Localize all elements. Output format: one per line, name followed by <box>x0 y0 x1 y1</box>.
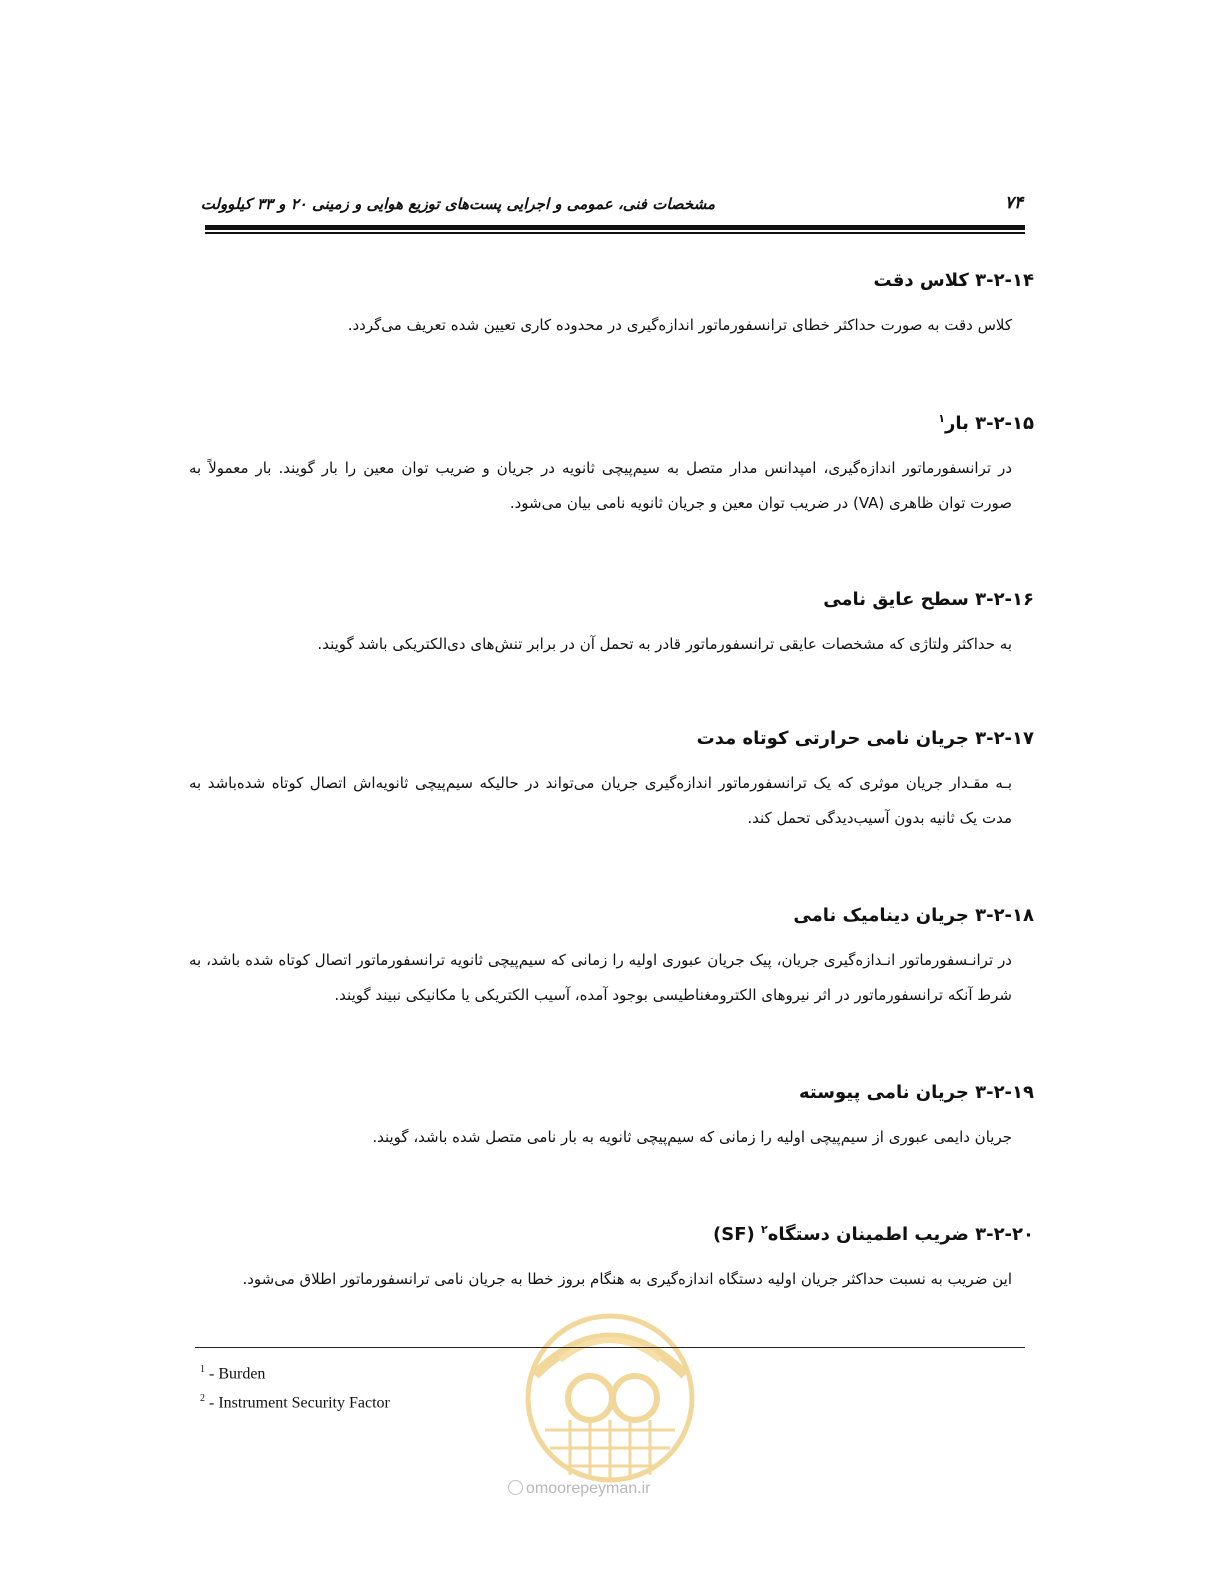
watermark-logo-icon <box>490 1280 730 1490</box>
section-body: جریان دایمی عبوری از سیم‌پیچی اولیه را زمانی که سیم‌پیچی ثانویه به بار نامی متصل شده باشد، گویند. <box>372 1128 1012 1146</box>
heading-abbreviation: (SF) <box>713 1224 755 1245</box>
footnote-mark: 2 <box>200 1393 205 1404</box>
watermark-url <box>508 1480 651 1498</box>
section-body: این ضریب به نسبت حداکثر جریان اولیه دستگاه اندازه‌گیری به هنگام بروز خطا به جریان نامی ترانسفورماتور اطلاق می‌شود. <box>242 1270 1012 1288</box>
section-heading: ۳-۲-۱۹ جریان نامی پیوسته <box>799 1082 1034 1103</box>
footnote-mark: 1 <box>200 1364 205 1375</box>
footnote-text: - Instrument Security Factor <box>205 1394 390 1412</box>
footnote-separator <box>195 1347 1025 1348</box>
footnote-2 <box>200 1393 390 1412</box>
section-3-2-15 <box>189 406 1034 521</box>
running-header-title: مشخصات فنی، عمومی و اجرایی پست‌های توزیع هوایی و زمینی ۲۰ و ۳۳ کیلوولت <box>200 195 715 213</box>
page-header <box>200 193 1025 221</box>
footnote-reference[interactable]: ۲ <box>761 1223 768 1236</box>
watermark-url-text: omoorepeyman.ir <box>526 1480 651 1497</box>
header-rule <box>205 225 1025 230</box>
section-heading: ۳-۲-۱۶ سطح عایق نامی <box>823 589 1034 610</box>
section-3-2-18 <box>189 903 1034 1013</box>
section-heading: ۳-۲-۱۴ کلاس دقت <box>873 270 1034 291</box>
footnote-reference[interactable]: ۱ <box>938 412 945 425</box>
section-3-2-19 <box>199 1080 1034 1155</box>
section-body: در ترانـسفورماتور انـدازه‌گیری جریان، پیک جریان عبوری اولیه را زمانی که سیم‌پیچی ثانویه ترانسفورماتور اتصال کوتاه شده باشد، به شرط آنکه ترانسفورماتور در اثر نیروهای الکترومغناطیسی بوجود آمده، آسیب الکتریکی یا مکانیکی نبیند گویند. <box>189 951 1012 1004</box>
section-heading <box>199 1217 1034 1248</box>
section-body: به حداکثر ولتاژی که مشخصات عایقی ترانسفورماتور قادر به تحمل آن در برابر تنش‌های دی‌الکتریکی باشد گویند. <box>317 635 1012 653</box>
section-body: کلاس دقت به صورت حداکثر خطای ترانسفورماتور اندازه‌گیری در محدوده کاری تعیین شده تعریف می‌گردد. <box>347 316 1012 334</box>
section-3-2-17 <box>189 726 1034 836</box>
section-3-2-16 <box>199 587 1034 662</box>
section-heading: ۳-۲-۱۷ جریان نامی حرارتی کوتاه مدت <box>696 728 1034 749</box>
globe-icon <box>508 1480 523 1495</box>
footnote-1 <box>200 1364 265 1383</box>
section-heading-text: ۳-۲-۲۰ ضریب اطمینان دستگاه <box>767 1224 1034 1245</box>
section-body: بـه مقـدار جریان موثری که یک ترانسفورماتور اندازه‌گیری جریان می‌تواند در حالیکه سیم‌پیچی ثانویه‌اش اتصال کوتاه شده‌باشد به مدت یک ثانیه بدون آسیب‌دیدگی تحمل کند. <box>189 774 1012 827</box>
section-body: در ترانسفورماتور اندازه‌گیری، امپدانس مدار متصل به سیم‌پیچی ثانویه در جریان و ضریب توان معین را بار گویند. بار معمولاً به صورت توان ظاهری (VA) در ضریب توان معین و جریان ثانویه نامی بیان می‌شود. <box>189 459 1012 512</box>
section-heading: ۳-۲-۱۸ جریان دینامیک نامی <box>793 905 1034 926</box>
footnote-text: - Burden <box>205 1365 266 1383</box>
section-3-2-14 <box>199 268 1034 343</box>
section-heading-text: ۳-۲-۱۵ بار <box>944 413 1034 434</box>
page-number: ۷۴ <box>1004 193 1023 213</box>
section-heading <box>199 406 1034 437</box>
header-rule-thin <box>205 232 1025 234</box>
